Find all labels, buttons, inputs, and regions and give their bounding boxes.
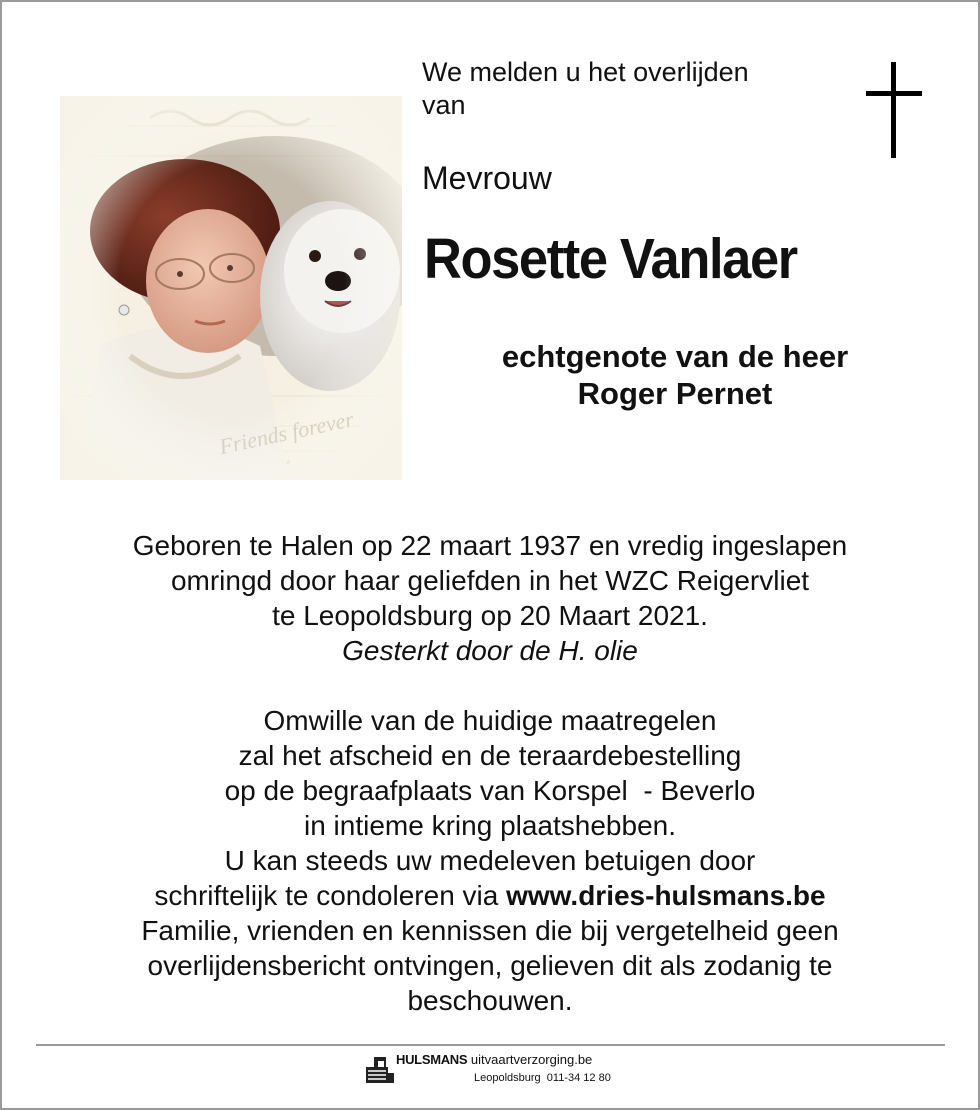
notice-line-7: Familie, vrienden en kennissen die bij vergetelheid geen	[141, 915, 839, 946]
notice-line-4: in intieme kring plaatshebben.	[303, 810, 676, 841]
condolence-prefix: schriftelijk te condoleren via	[154, 880, 507, 911]
footer-divider	[36, 1044, 945, 1046]
sacrament-line: Gesterkt door de H. olie	[342, 635, 638, 666]
notice-line-3: op de begraafplaats van Korspel - Beverlo	[224, 775, 756, 806]
funeral-notice	[40, 703, 940, 1018]
notice-line-6	[40, 878, 940, 913]
notice-line-8: overlijdensbericht ontvingen, gelieven dit als zodanig te	[147, 950, 833, 981]
notice-line-5: U kan steeds uw medeleven betuigen door	[224, 845, 756, 876]
birth-line-2: omringd door haar geliefden in het WZC Reigervliet	[170, 565, 810, 596]
website-link[interactable]: www.dries-hulsmans.be	[506, 880, 826, 911]
honorific: Mevrouw	[422, 160, 552, 196]
deceased-name: Rosette Vanlaer	[424, 227, 797, 291]
notice-line-2: zal het afscheid en de teraardebestelling	[238, 740, 742, 771]
life-details	[40, 528, 940, 668]
brand-name: HULSMANS	[396, 1052, 468, 1067]
memorial-photo	[60, 96, 402, 480]
intro-text	[422, 56, 749, 122]
footer-city: Leopoldsburg	[474, 1072, 541, 1084]
hulsmans-logo-icon	[364, 1053, 396, 1085]
notice-line-1: Omwille van de huidige maatregelen	[263, 705, 717, 736]
cross-icon	[866, 62, 922, 158]
brand-line	[396, 1052, 592, 1067]
undertaker-footer	[360, 1050, 660, 1090]
notice-line-9: beschouwen.	[407, 985, 573, 1016]
spouse-line-2: Roger Pernet	[577, 376, 773, 411]
spouse-line-1: echtgenote van de heer	[501, 339, 849, 374]
address-line	[474, 1072, 611, 1084]
brand-domain: uitvaartverzorging.be	[470, 1052, 593, 1067]
spouse-block	[440, 338, 910, 412]
footer-phone: 011-34 12 80	[546, 1072, 611, 1084]
birth-line-3: te Leopoldsburg op 20 Maart 2021.	[272, 600, 708, 631]
portrait-image	[60, 96, 402, 480]
intro-line-2: van	[422, 90, 466, 120]
photo-caption: Friends forever	[217, 406, 356, 460]
intro-line-1: We melden u het overlijden	[422, 57, 749, 87]
birth-line-1: Geboren te Halen op 22 maart 1937 en vredig ingeslapen	[132, 530, 848, 561]
